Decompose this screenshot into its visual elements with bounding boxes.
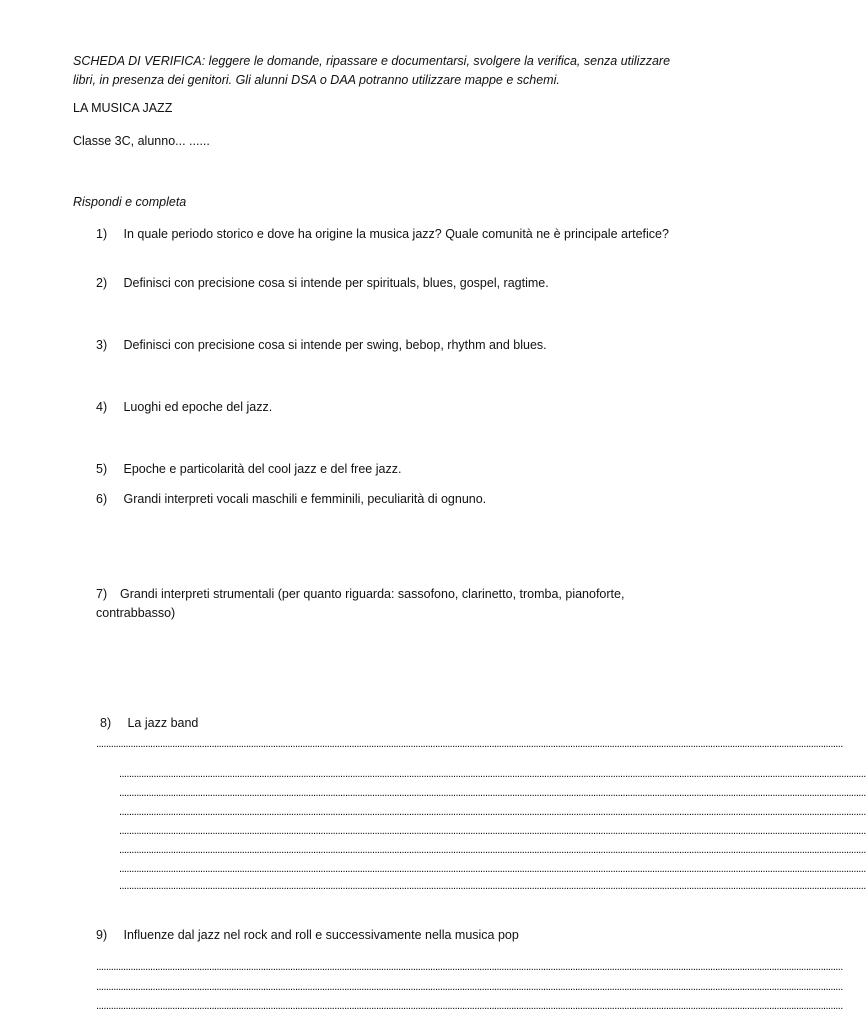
question-2 — [96, 276, 549, 290]
section-instructions: Rispondi e completa — [73, 195, 187, 209]
answer-line[interactable]: ................................................................................................................................................................................................................................................................................................................ — [119, 787, 866, 799]
question-7 — [96, 585, 696, 623]
question-3 — [96, 338, 547, 352]
question-1 — [96, 227, 669, 241]
question-text: Luoghi ed epoche del jazz. — [123, 400, 273, 414]
question-number: 5) — [96, 462, 108, 476]
answer-line[interactable]: ................................................................................................................................................................................................................................................................................................................ — [96, 1000, 843, 1012]
question-text: Grandi interpreti strumentali (per quanto riguarda: sassofono, clarinetto, tromba, pianoforte, contrabbasso) — [96, 587, 625, 620]
answer-line[interactable]: ................................................................................................................................................................................................................................................................................................................ — [119, 825, 866, 837]
question-text: Grandi interpreti vocali maschili e femminili, peculiarità di ognuno. — [123, 492, 487, 506]
answer-line[interactable]: ................................................................................................................................................................................................................................................................................................................ — [96, 981, 843, 993]
question-number: 3) — [96, 338, 108, 352]
question-text: Definisci con precisione cosa si intende per swing, bebop, rhythm and blues. — [123, 338, 547, 352]
question-4 — [96, 400, 272, 414]
question-number: 6) — [96, 492, 108, 506]
question-text: In quale periodo storico e dove ha origine la musica jazz? Quale comunità ne è principale artefice? — [123, 227, 669, 241]
question-8 — [100, 716, 198, 730]
answer-line[interactable]: ................................................................................................................................................................................................................................................................................................................ — [119, 806, 866, 818]
answer-line[interactable]: ................................................................................................................................................................................................................................................................................................................ — [119, 863, 866, 875]
answer-line[interactable]: ................................................................................................................................................................................................................................................................................................................ — [96, 738, 843, 750]
class-student-line: Classe 3C, alunno... ...... — [73, 134, 210, 148]
question-number: 9) — [96, 928, 108, 942]
question-number: 8) — [100, 716, 112, 730]
answer-line[interactable]: ................................................................................................................................................................................................................................................................................................................ — [119, 880, 866, 892]
question-text: La jazz band — [127, 716, 199, 730]
question-number: 2) — [96, 276, 108, 290]
intro-instructions: SCHEDA DI VERIFICA: leggere le domande, ripassare e documentarsi, svolgere la verifica, senza utilizzare libri, in presenza dei genitori. Gli alunni DSA o DAA potranno utilizzare mappe e schemi. — [73, 54, 671, 87]
question-number: 7) — [96, 587, 108, 601]
question-text: Epoche e particolarità del cool jazz e del free jazz. — [123, 462, 402, 476]
question-text: Influenze dal jazz nel rock and roll e successivamente nella musica pop — [123, 928, 519, 942]
page-title: LA MUSICA JAZZ — [73, 101, 173, 115]
question-9 — [96, 928, 519, 942]
question-6 — [96, 492, 486, 506]
question-number: 4) — [96, 400, 108, 414]
question-5 — [96, 462, 401, 476]
question-text: Definisci con precisione cosa si intende per spirituals, blues, gospel, ragtime. — [123, 276, 549, 290]
answer-line[interactable]: ................................................................................................................................................................................................................................................................................................................ — [119, 768, 866, 780]
question-number: 1) — [96, 227, 108, 241]
answer-line[interactable]: ................................................................................................................................................................................................................................................................................................................ — [96, 961, 843, 973]
answer-line[interactable]: ................................................................................................................................................................................................................................................................................................................ — [119, 844, 866, 856]
